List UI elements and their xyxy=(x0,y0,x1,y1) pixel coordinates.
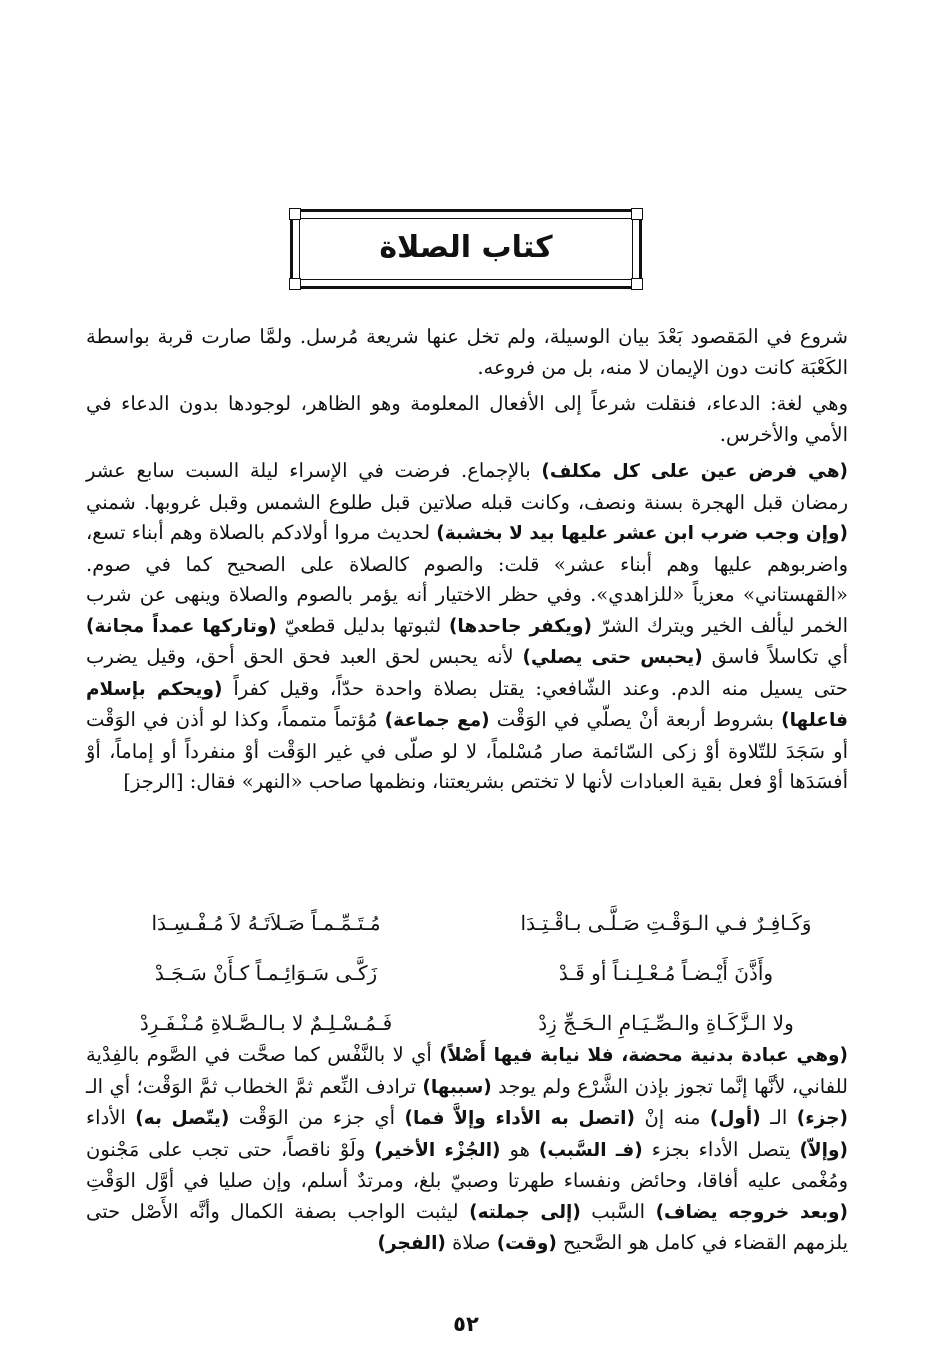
sharh-text: منه إنْ xyxy=(634,1106,710,1129)
corner-ornament xyxy=(631,208,643,220)
paragraph-ruling xyxy=(86,456,848,798)
page-number: ٥٢ xyxy=(453,1312,479,1336)
sharh-text: أي لا بالنَّفْس كما صحَّت في الصَّوم بالفِدْية للفاني، لأنَّها إنَّما تجوز بإذن الشَّرْع ولم يوجد xyxy=(86,1043,848,1098)
sharh-text: لحديث مروا أولادكم بالصلاة وهم أبناء تسع، واضربوهم عليها وهم أبناء عشر» قلت: والصوم كالصلاة على الصحيح كما في صوم. «القهستاني» معزياً «للزاهدي». وفي حظر الاختيار أنه يؤمر بالصوم والصلاة وينهى عن شرب الخمر ليألف الخير ويترك الشرّ xyxy=(86,521,849,637)
sharh-text: لأنه يحبس لحق العبد فحق الحق أحق، وقيل يضرب حتى يسيل منه الدم. وعند الشّافعي: يقتل بصلاة واحدة حدّاً، وقيل كفراً xyxy=(86,645,848,700)
sharh-text: ولَوْ ناقصاً، حتى تجب على مَجْنون ومُغْمى عليه أفاقا، وحائض ونفساء طهرتا وصبيّ بلغ، ومرتدٌ أسلم، وإن صليا في أوَّل الوَقْتِ xyxy=(86,1137,848,1192)
matn-text: (وتاركها عمداً مجانة) xyxy=(86,615,277,637)
sharh-text: لثبوتها بدليل قطعيّ xyxy=(276,613,449,637)
sharh-text: الأداء xyxy=(86,1106,136,1129)
sharh-text: يتصل الأداء بجزء xyxy=(642,1137,800,1161)
sharh-text: ترادف النِّعم ثمَّ الخطاب ثمَّ الوَقْت؛ أي الـ xyxy=(86,1074,423,1098)
poem-verses xyxy=(96,898,836,1048)
matn-text: (الفجر) xyxy=(377,1233,446,1254)
verse-second-hemistich: زَكَّـى سَـوَائِـمـاً كـأَنْ سَـجَـدْ xyxy=(154,961,378,985)
chapter-title-frame xyxy=(290,209,642,289)
sharh-text: بالإجماع. فرضت في الإسراء ليلة السبت سابع عشر رمضان قبل الهجرة بسنة ونصف، وكانت قبله صلاتين قبل طلوع الشمس وقبل غروبها. شمني xyxy=(86,459,848,514)
paragraph-definition: وهي لغة: الدعاء، فنقلت شرعاً إلى الأفعال المعلومة وهو الظاهر، لوجودها بدون الدعاء في الأمي والأخرس. xyxy=(86,392,848,446)
sharh-text: مُؤتماً متمماً، وكذا لو أذن في الوَقْت أو سَجَدَ للتّلاوة أوْ زكى السّائمة صار مُسْلماً، لا لو صلّى في غير الوَقْت أوْ منفرداً أو إماماً، أوْ أفسَدَها أوْ فعل بقية العبادات لأنها لا تختص بشريعتنا، ونظمها صاحب «النهر» فقال: [الرجز] xyxy=(86,708,848,793)
verse-first-hemistich: ولا الـزَّكَـاةِ والـصِّـيَـامِ الـحَـجِّ زِدْ xyxy=(538,1011,794,1035)
verse-line xyxy=(96,948,836,998)
matn-text: (وإن وجب ضرب ابن عشر عليها بيد لا بخشبة) xyxy=(436,523,848,544)
matn-text: (وبعد خروجه يضاف) xyxy=(655,1201,848,1223)
matn-text: (يحبس حتى يصلي) xyxy=(522,647,703,668)
sharh-text: ليثبت الواجب بصفة الكمال وأنَّه الأَصْل حتى يلزمهم القضاء في كامل هو الصَّحيح xyxy=(86,1199,848,1254)
sharh-text: أي تكاسلاً فاسق xyxy=(702,645,848,668)
corner-ornament xyxy=(631,278,643,290)
matn-text: (ويكفر جاحدها) xyxy=(448,615,592,637)
corner-ornament xyxy=(289,278,301,290)
main-text xyxy=(86,322,848,804)
matn-text: (وقت) xyxy=(496,1233,557,1254)
matn-text: (هي فرض عين على كل مكلف) xyxy=(541,461,848,482)
verse-second-hemistich: مُـتَـمِّـمـاً صَـلاَتَـهُ لاَ مُـفْـسِـدَا xyxy=(151,911,381,935)
chapter-title: كتاب الصلاة xyxy=(379,230,553,265)
matn-text: (مع جماعة) xyxy=(384,710,490,731)
paragraph-intro: شروع في المَقصود بَعْدَ بيان الوسيلة، ولم تخل عنها شريعة مُرسل. ولمَّا صارت قربة بواسطة الكَعْبَة كانت دون الإيمان لا منه، بل من فروعه. xyxy=(86,325,848,379)
matn-text: (اتصل به الأداء وإلاَّ فما) xyxy=(404,1108,635,1129)
matn-text: (يتّصل به) xyxy=(135,1108,230,1129)
sharh-text: صلاة xyxy=(445,1231,497,1254)
verse-line xyxy=(96,898,836,948)
main-text-continued xyxy=(86,1040,848,1260)
verse-second-hemistich: فَـمُـسْـلِـمٌ لا بـالـصَّـلاةِ مُـنْـفَـرِدْ xyxy=(139,1011,393,1035)
matn-text: (سببها) xyxy=(422,1076,492,1098)
matn-text: (وهي عبادة بدنية محضة، فلا نيابة فيها أَصْلاً) xyxy=(439,1045,848,1066)
verse-first-hemistich: وَكَـافِـرٌ فـي الـوَقْـتِ صَـلَّـى بـاقْـتِـدَا xyxy=(520,911,812,935)
matn-text: (أول) xyxy=(709,1108,761,1129)
sharh-text: هو xyxy=(500,1137,539,1161)
matn-text: (إلى جملته) xyxy=(469,1201,581,1223)
sharh-text: السَّبب xyxy=(580,1199,656,1223)
matn-text: (وإلاّ) xyxy=(799,1139,848,1161)
verse-first-hemistich: وأَذَّنَ أَيْـضـاً مُـعْـلِـنـاً أو قَـدْ xyxy=(558,961,774,985)
matn-text: (فـ السَّبب) xyxy=(538,1139,643,1161)
matn-text: (ويحكم بإسلام فاعلها) xyxy=(86,678,849,731)
sharh-text: أي جزء من الوَقْت xyxy=(229,1106,405,1129)
sharh-text: بشروط أربعة أنْ يصلّي في الوَقْت xyxy=(489,708,782,731)
matn-text: (جزء) xyxy=(796,1108,848,1129)
matn-text: (الجُزْء الأخير) xyxy=(374,1139,501,1161)
corner-ornament xyxy=(289,208,301,220)
sharh-text: الـ xyxy=(760,1106,797,1129)
